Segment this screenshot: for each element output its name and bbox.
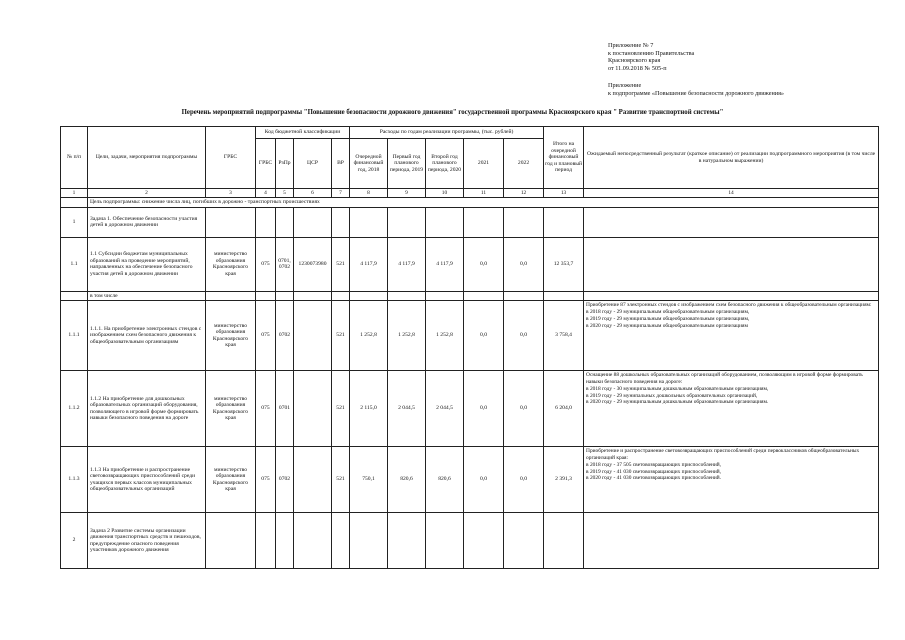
table-row: [61, 237, 879, 291]
col-num: 12: [504, 189, 544, 198]
csr-code: [294, 371, 332, 447]
row-number: 1.1: [61, 237, 88, 291]
measures-table: [60, 126, 879, 569]
task-2-row: [61, 513, 879, 569]
header-2019: Первый год планового периода, 2019: [388, 139, 426, 189]
row-number: 1.1.1: [61, 301, 88, 371]
value-2021: 0,0: [464, 301, 504, 371]
goal-row: [61, 198, 879, 208]
value-2020: 4 117,9: [426, 237, 464, 291]
annex-line: Приложение: [608, 82, 642, 89]
expected-result: [584, 371, 879, 447]
header-vr: ВР: [332, 139, 350, 189]
header-no: № п/п: [61, 127, 88, 189]
col-num: 1: [61, 189, 88, 198]
value-2022: 0,0: [504, 371, 544, 447]
header-budget-classification: Код бюджетной классификации: [256, 127, 350, 139]
goal-text: Цель подпрограммы: снижение числа лиц, погибших в дорожно - транспортных происшествиях: [88, 198, 879, 208]
value-2020: 1 252,8: [426, 301, 464, 371]
task-2-text: Задача 2 Развитие системы организации движения транспортных средств и пешеходов, предупреждение опасного поведения участников дорожного движения: [88, 513, 206, 569]
csr-code: [294, 447, 332, 513]
grbs-code: 075: [256, 237, 276, 291]
grbs-name: министерство образования Красноярского края: [206, 237, 256, 291]
header-expenses: Расходы по годам реализации программы, (тыс. рублей): [350, 127, 544, 139]
result-line: в 2019 году - 41 030 световозвращающих приспособлений,: [586, 468, 722, 475]
value-2019: 820,6: [388, 447, 426, 513]
value-2018: 4 117,9: [350, 237, 388, 291]
expected-result: [584, 301, 879, 371]
annex-header: [608, 42, 694, 72]
vr-code: 521: [332, 237, 350, 291]
header-grbs: ГРБС: [206, 127, 256, 189]
rzpr-code: 0702: [276, 301, 294, 371]
header-rzpr: РзПр: [276, 139, 294, 189]
col-num: 10: [426, 189, 464, 198]
col-num: 13: [544, 189, 584, 198]
value-total: 12 353,7: [544, 237, 584, 291]
header-2021: 2021: [464, 139, 504, 189]
csr-code: [294, 301, 332, 371]
value-2019: 1 252,8: [388, 301, 426, 371]
result-line: Оснащение 88 дошкольных образовательных организаций оборудованием, позволяющим в игровой форме формировать навыки безопасного поведения на дороге:: [586, 372, 863, 385]
value-2019: 2 044,5: [388, 371, 426, 447]
grbs-name: министерство образования Красноярского края: [206, 447, 256, 513]
result-line: в 2019 году - 29 муниципальным общеобразовательным организациям,: [586, 315, 750, 322]
annex-line: к подпрограмме «Повышение безопасности дорожного движения»: [608, 89, 785, 97]
header-csr: ЦСР: [294, 139, 332, 189]
header-grbs-code: ГРБС: [256, 139, 276, 189]
table-row: [61, 447, 879, 513]
measure-text: 1.1.3 На приобретение и распространение световозвращающих приспособлений среди учащихся первых классов муниципальных общеобразовательных организаций: [88, 447, 206, 513]
header-2018: Очередной финансовый год, 2018: [350, 139, 388, 189]
col-num: 2: [88, 189, 206, 198]
table-row: [61, 371, 879, 447]
header-row-1: [61, 127, 879, 139]
value-2021: 0,0: [464, 447, 504, 513]
header-2020: Второй год планового периода, 2020: [426, 139, 464, 189]
value-2021: 0,0: [464, 237, 504, 291]
annex-line: от 11.09.2018 № 505-п: [608, 64, 667, 72]
task-1-row: [61, 207, 879, 237]
header-2022: 2022: [504, 139, 544, 189]
result-line: Приобретение и распространение световозвращающих приспособлений среди первоклассников общеобразовательных организаций края:: [586, 448, 860, 461]
value-2018: 750,1: [350, 447, 388, 513]
col-num: 14: [584, 189, 879, 198]
annex-line: Приложение № 7: [608, 42, 654, 49]
task-1-text: Задача 1. Обеспечение безопасности участия детей в дорожном движении: [88, 207, 206, 237]
result-line: в 2020 году - 41 030 световозвращающих приспособлений.: [586, 475, 722, 482]
result-line: в 2018 году - 37 505 световозвращающих приспособлений,: [586, 461, 722, 468]
subprogram-annex-header: [608, 82, 784, 97]
row-number: 1.1.3: [61, 447, 88, 513]
value-2021: 0,0: [464, 371, 504, 447]
result-line: Приобретение 87 электронных стендов с изображением схем безопасного движения к общеобразовательным организациям:: [586, 302, 872, 309]
task-2-number: 2: [61, 513, 88, 569]
col-num: 8: [350, 189, 388, 198]
header-result: Ожидаемый непосредственный результат (краткое описание) от реализации подпрограммного мероприятия (в том числе в натуральном выражении): [584, 127, 879, 189]
measure-text: 1.1 Субсидии бюджетам муниципальных образований на проведение мероприятий, направленных на обеспечение безопасного участия детей в дорожном движении: [88, 237, 206, 291]
header-total: Итого на очередной финансовый год и плановый период: [544, 127, 584, 189]
result-line: в 2018 году - 29 муниципальным общеобразовательным организациям,: [586, 308, 750, 315]
measure-text: 1.1.2 На приобретение для дошкольных образовательных организаций оборудования, позволяющего в игровой форме формировать навыки безопасного поведения на дороге: [88, 371, 206, 447]
rzpr-code: 0702: [276, 447, 294, 513]
column-number-row: [61, 189, 879, 198]
grbs-name: министерство образования Красноярского края: [206, 301, 256, 371]
col-num: 9: [388, 189, 426, 198]
value-2022: 0,0: [504, 301, 544, 371]
value-2022: 0,0: [504, 447, 544, 513]
task-1-number: 1: [61, 207, 88, 237]
value-2018: 2 115,0: [350, 371, 388, 447]
table-row: [61, 301, 879, 371]
value-2020: 2 044,5: [426, 371, 464, 447]
result-line: в 2019 году - 29 мунипальных дошкольных образовательных организаций,: [586, 392, 758, 399]
value-total: 2 391,3: [544, 447, 584, 513]
grbs-code: 075: [256, 371, 276, 447]
value-2018: 1 252,8: [350, 301, 388, 371]
col-num: 11: [464, 189, 504, 198]
vr-code: 521: [332, 371, 350, 447]
col-num: 7: [332, 189, 350, 198]
inclusive-label: в том числе: [88, 291, 206, 301]
value-total: 3 758,4: [544, 301, 584, 371]
value-2022: 0,0: [504, 237, 544, 291]
grbs-name: министерство образования Красноярского края: [206, 371, 256, 447]
col-num: 4: [256, 189, 276, 198]
rzpr-code: 0701: [276, 371, 294, 447]
vr-code: 521: [332, 301, 350, 371]
col-num: 6: [294, 189, 332, 198]
annex-line: к постановлению Правительства: [608, 49, 695, 57]
col-num: 3: [206, 189, 256, 198]
result-line: в 2020 году - 29 муниципальным общеобразовательным организациям: [586, 322, 748, 329]
row-number: 1.1.2: [61, 371, 88, 447]
value-2020: 820,6: [426, 447, 464, 513]
vr-code: 521: [332, 447, 350, 513]
expected-result: [584, 447, 879, 513]
measure-text: 1.1.1. На приобретение электронных стендов с изображением схем безопасного движения к общеобразовательным организациям: [88, 301, 206, 371]
csr-code: 1230073980: [294, 237, 332, 291]
value-total: 6 204,0: [544, 371, 584, 447]
value-2019: 4 117,9: [388, 237, 426, 291]
inclusive-row: [61, 291, 879, 301]
annex-line: Красноярского края: [608, 57, 661, 65]
col-num: 5: [276, 189, 294, 198]
grbs-code: 075: [256, 301, 276, 371]
document-title: Перечень мероприятий подпрограммы "Повышение безопасности дорожного движения" государственной программы Красноярского края " Развитие транспортной системы": [181, 109, 724, 116]
result-line: в 2020 году - 29 муниципальным дошкольным образовательным организациям.: [586, 399, 769, 406]
header-goals: Цели, задачи, мероприятия подпрограммы: [88, 127, 206, 189]
grbs-code: 075: [256, 447, 276, 513]
expected-result: [584, 237, 879, 291]
result-line: в 2018 году - 30 муниципальным дошкольным образовательным организациям,: [586, 385, 769, 392]
rzpr-code: 0701, 0702: [276, 237, 294, 291]
